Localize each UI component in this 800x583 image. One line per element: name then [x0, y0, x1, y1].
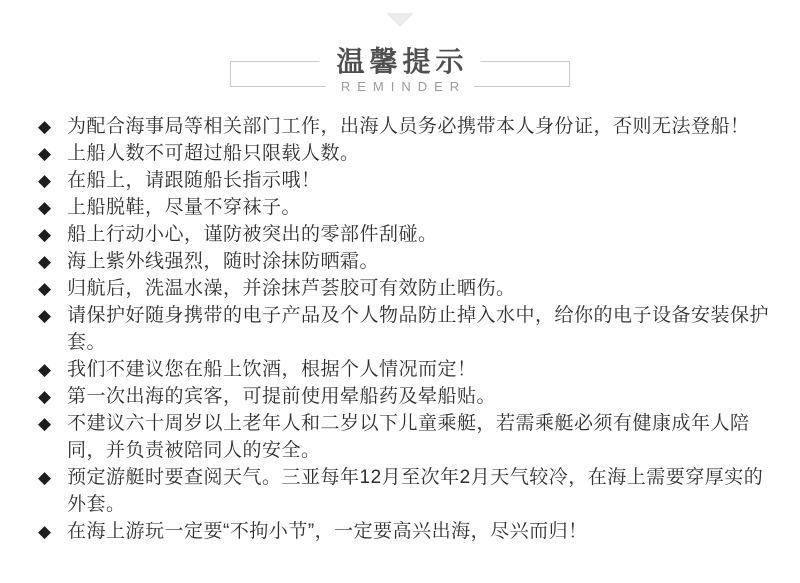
list-item — [38, 248, 774, 275]
diamond-bullet-icon: ◆ — [38, 387, 52, 406]
list-item — [38, 356, 774, 383]
chevron-down-icon — [386, 13, 414, 27]
reminder-text: 归航后，洗温水澡，并涂抹芦荟胶可有效防止晒伤。 — [67, 278, 516, 299]
list-item — [38, 464, 774, 518]
diamond-bullet-icon: ◆ — [38, 522, 52, 541]
reminder-text: 在海上游玩一定要“不拘小节”，一定要高兴出海，尽兴而归！ — [67, 521, 588, 542]
list-item — [38, 221, 774, 248]
diamond-bullet-icon: ◆ — [38, 360, 52, 379]
list-item — [38, 275, 774, 302]
reminder-text: 海上紫外线强烈，随时涂抹防晒霜。 — [67, 251, 380, 272]
reminder-text: 不建议六十周岁以上老年人和二岁以下儿童乘艇，若需乘艇必须有健康成年人陪同，并负责被陪同人的安全。 — [67, 413, 750, 461]
page-title: 温馨提示 — [319, 44, 480, 80]
reminder-text: 上船脱鞋，尽量不穿袜子。 — [67, 197, 302, 218]
diamond-bullet-icon: ◆ — [38, 198, 52, 217]
list-item — [38, 410, 774, 464]
reminder-list — [0, 113, 800, 545]
reminder-text: 在船上，请跟随船长指示哦！ — [67, 170, 321, 191]
reminder-text: 为配合海事局等相关部门工作，出海人员务必携带本人身份证，否则无法登船！ — [67, 116, 750, 137]
reminder-text: 预定游艇时要查阅天气。三亚每年12月至次年2月天气较冷，在海上需要穿厚实的外套。 — [67, 467, 764, 515]
reminder-text: 船上行动小心，谨防被突出的零部件刮碰。 — [67, 224, 438, 245]
diamond-bullet-icon: ◆ — [38, 117, 52, 136]
list-item — [38, 518, 774, 545]
page-subtitle: REMINDER — [326, 77, 474, 96]
diamond-bullet-icon: ◆ — [38, 252, 52, 271]
list-item — [38, 194, 774, 221]
diamond-bullet-icon: ◆ — [38, 144, 52, 163]
title-frame — [230, 46, 570, 94]
reminder-text: 我们不建议您在船上饮酒，根据个人情况而定！ — [67, 359, 477, 380]
diamond-bullet-icon: ◆ — [38, 414, 52, 433]
reminder-text: 第一次出海的宾客，可提前使用晕船药及晕船贴。 — [67, 386, 497, 407]
list-item — [38, 167, 774, 194]
list-item — [38, 113, 774, 140]
diamond-bullet-icon: ◆ — [38, 225, 52, 244]
reminder-text: 上船人数不可超过船只限载人数。 — [67, 143, 360, 164]
list-item — [38, 302, 774, 356]
diamond-bullet-icon: ◆ — [38, 306, 52, 325]
diamond-bullet-icon: ◆ — [38, 279, 52, 298]
reminder-text: 请保护好随身携带的电子产品及个人物品防止掉入水中，给你的电子设备安装保护套。 — [67, 305, 770, 353]
header-decoration — [0, 0, 800, 27]
list-item — [38, 140, 774, 167]
diamond-bullet-icon: ◆ — [38, 171, 52, 190]
list-item — [38, 383, 774, 410]
diamond-bullet-icon: ◆ — [38, 468, 52, 487]
